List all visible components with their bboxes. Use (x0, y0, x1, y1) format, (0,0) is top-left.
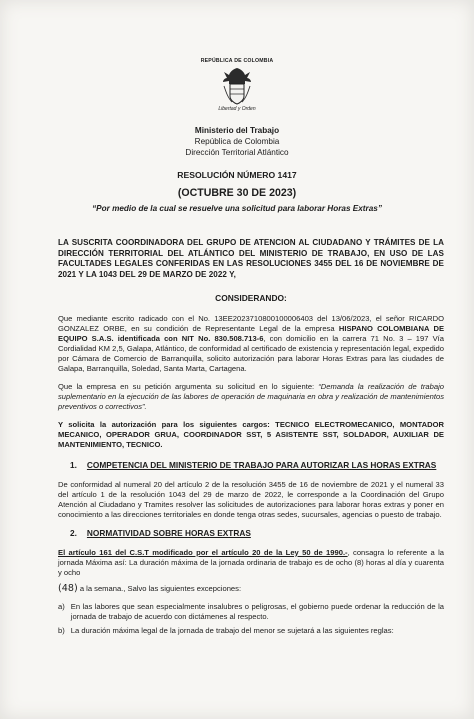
list-item-text: En las labores que sean especialmente insalubres o peligrosas, el gobierno puede ordenar la reducción de la jornada de trabajo de acuerdo con dictámenes al respecto. (70, 601, 444, 621)
country-name: República de Colombia (194, 137, 280, 147)
article-text: , consagra lo referente a la jornada Máxima así: La duración máxima de la jornada ordinaria de trabajo es de ocho (8) horas al día y cuarenta y ocho (58, 547, 445, 577)
list-marker: b) (58, 625, 65, 635)
section-title: COMPETENCIA DEL MINISTERIO DE TRABAJO PARA AUTORIZAR LAS HORAS EXTRAS (86, 459, 437, 470)
section-heading-competencia (70, 460, 444, 471)
section-title: NORMATIVIDAD SOBRE HORAS EXTRAS (86, 527, 251, 538)
ministry-name: Ministerio del Trabajo (194, 126, 280, 136)
paragraph-argument (58, 382, 444, 412)
considerando-heading: CONSIDERANDO: (215, 292, 287, 303)
territorial-direction: Dirección Territorial Atlántico (185, 147, 289, 157)
resolution-number: RESOLUCIÓN NÚMERO 1417 (177, 170, 297, 181)
exceptions-text: a la semana., Salvo las siguientes excepciones: (77, 583, 242, 593)
motto-label: Libertad y Orden (218, 105, 256, 112)
document-body (58, 238, 444, 640)
section-heading-normatividad (70, 528, 444, 539)
list-item (58, 602, 444, 622)
request-text: Que mediante escrito radicado con el No. 13EE2023710800100006403 del 13/06/2023, el señor RICARDO GONZALEZ ORBE, en su condición de Representante Legal de la empresa (58, 313, 444, 333)
argument-text: Que la empresa en su petición argumenta su solicitud en lo siguiente: (58, 381, 319, 391)
section-number: 2. (70, 527, 77, 538)
request-text-continued: , con domicilio en la carrera 71 No. 3 – 197 Vía Cordialidad KM 2,5, Galapa, Atlántico, de conformidad al certificado de existencia y representación legal, expedido por Cámara de Comercio de Barranquilla, solicito autorización para laborar Horas Extras para las ciudades de Galapa, Barranquilla, Soledad, Santa Marta, Cartagena. (58, 333, 445, 373)
paragraph-exceptions (58, 583, 444, 596)
resolution-subject: “Por medio de la cual se resuelve una solicitud para laborar Horas Extras” (92, 203, 382, 213)
resolution-date: (OCTUBRE 30 DE 2023) (177, 186, 297, 199)
coat-of-arms-icon (220, 66, 254, 106)
paragraph-article-161 (58, 548, 444, 578)
paragraph-request (58, 314, 444, 374)
list-item-text: La duración máxima legal de la jornada de trabajo del menor se sujetará a las siguientes reglas: (70, 625, 394, 635)
list-item (58, 626, 444, 636)
issuer-block (0, 126, 474, 158)
article-reference: El artículo 161 del C.S.T modificado por el artículo 20 de la Ley 50 de 1990.- (58, 547, 348, 557)
document-header (0, 58, 474, 215)
company-identification: HISPANO COLOMBIANA DE EQUIPO S.A.S. identificada con NIT No. 830.508.713-6 (58, 323, 445, 343)
section-number: 1. (70, 459, 77, 470)
argument-quote: “Demanda la realización de trabajo suplementario en la ejecución de las labores de operación de maquinaria en obra y realización de mantenimientos preventivos o correctivos”. (58, 381, 444, 411)
intro-paragraph: LA SUSCRITA COORDINADORA DEL GRUPO DE ATENCION AL CIUDADANO Y TRÁMITES DE LA DIRECCIÓN TERRITORIAL DEL ATLÁNTICO DEL MINISTERIO DE TRABAJO, EN USO DE LAS FACULTADES LEGALES CONFERIDAS EN LAS RESOLUCIONES 3455 DEL 16 DE NOVIEMBRE DE 2021 Y LA 1043 DEL 29 DE MARZO DE 2022 Y, (58, 238, 444, 280)
paragraph-positions: Y solicita la autorización para los siguientes cargos: TECNICO ELECTROMECANICO, MONTADOR MECANICO, OPERADOR GRUA, COORDINADOR SST, 5 ASISTENTE SST, SOLDADOR, AUXILIAR DE MANTENIMIENTO, TECNICO. (58, 419, 444, 449)
handwritten-number: (48) (58, 582, 78, 594)
republica-label: REPÚBLICA DE COLOMBIA (200, 58, 274, 64)
paragraph-competence: De conformidad al numeral 20 del artículo 2 de la resolución 3455 de 16 de noviembre de 2021 y el numeral 33 del artículo 1 de la resolución 1043 del 29 de marzo de 2022, le corresponde a la Coordinación del Grupo Atención al Ciudadano y Tramites resolver las solicitudes de autorizaciones para laborar horas extras y poner en conocimiento a las direcciones territoriales en donde tenga otras sedes, sucursales, agencias o puesto de trabajo. (58, 479, 444, 519)
list-marker: a) (58, 601, 65, 611)
